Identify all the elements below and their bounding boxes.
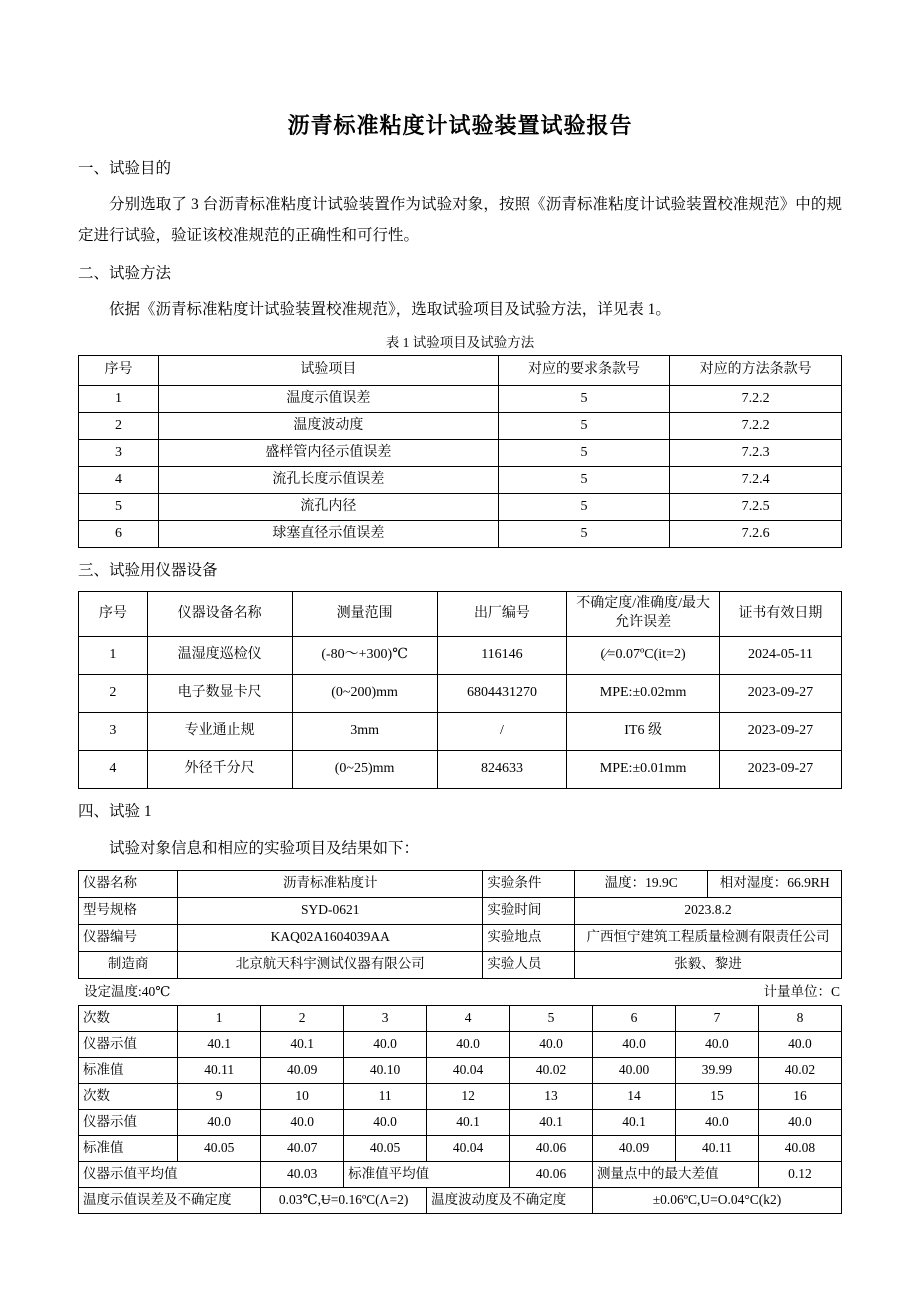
- table-cell: 7.2.5: [670, 494, 842, 521]
- table-cell: 40.1: [261, 1031, 344, 1057]
- table-cell: 1: [79, 386, 159, 413]
- column-header: 出厂编号: [437, 592, 567, 637]
- table-cell: 40.0: [676, 1031, 759, 1057]
- table-cell: 40.1: [178, 1031, 261, 1057]
- field-label-serial: 仪器编号: [79, 924, 178, 951]
- table-cell: 10: [261, 1083, 344, 1109]
- field-label-conditions: 实验条件: [483, 870, 575, 897]
- table-cell: 40.05: [178, 1135, 261, 1161]
- table-cell: 温度示值误差: [159, 386, 499, 413]
- table-row: [79, 751, 842, 789]
- table-cell: 盛样管内径示值误差: [159, 440, 499, 467]
- table-cell: 40.0: [427, 1031, 510, 1057]
- table-cell: 40.07: [261, 1135, 344, 1161]
- page-title: 沥青标准粘度计试验装置试验报告: [287, 113, 633, 138]
- section-heading-equipment: 三、试验用仪器设备: [78, 562, 218, 580]
- table-cell: (0~25)mm: [292, 751, 437, 789]
- table-cell: 40.04: [427, 1135, 510, 1161]
- table-cell: 专业通止规: [147, 713, 292, 751]
- table-cell: 3mm: [292, 713, 437, 751]
- table-cell: 40.0: [261, 1109, 344, 1135]
- table-equipment: [78, 591, 842, 789]
- table-row: [79, 467, 842, 494]
- table-items-body: [79, 386, 842, 548]
- table-row-summary: [79, 1161, 842, 1187]
- table-row: [79, 924, 842, 951]
- row-label: 标准值: [79, 1135, 178, 1161]
- table-cell: MPE:±0.02mm: [567, 675, 720, 713]
- field-value-test-date: 2023.8.2: [574, 897, 841, 924]
- table-cell: 40.02: [758, 1057, 841, 1083]
- table-cell: 40.0: [593, 1031, 676, 1057]
- table-cell: 3: [79, 440, 159, 467]
- table-cell: 40.1: [510, 1109, 593, 1135]
- table-cell: 5: [498, 386, 670, 413]
- section-body-purpose: 分别选取了 3 台沥青标准粘度计试验装置作为试验对象，按照《沥青标准粘度计试验装置校准规范》中的规定进行试验，验证该校准规范的正确性和可行性。: [78, 195, 842, 244]
- table-cell: 2: [261, 1005, 344, 1031]
- label-instrument-mean: 仪器示值平均值: [79, 1161, 261, 1187]
- table-cell: 11: [344, 1083, 427, 1109]
- table-cell: 3: [79, 713, 148, 751]
- field-value-instrument-name: 沥青标准粘度计: [178, 870, 483, 897]
- measurement-unit-label: 计量单位：C: [763, 983, 840, 999]
- table-cell: 40.09: [261, 1057, 344, 1083]
- table-row: [79, 1135, 842, 1161]
- table-cell: 40.11: [676, 1135, 759, 1161]
- column-header: 证书有效日期: [719, 592, 841, 637]
- table-cell: 7.2.2: [670, 413, 842, 440]
- value-instrument-mean: 40.03: [261, 1161, 344, 1187]
- table-measurement-data: [78, 1005, 842, 1214]
- table-cell: 40.0: [758, 1031, 841, 1057]
- table-equipment-body: [79, 637, 842, 789]
- table-row: [79, 1109, 842, 1135]
- table-instrument-info: [78, 870, 842, 979]
- table-cell: 40.09: [593, 1135, 676, 1161]
- table-cell: 2: [79, 675, 148, 713]
- row-label: 次数: [79, 1083, 178, 1109]
- label-max-difference: 测量点中的最大差值: [593, 1161, 759, 1187]
- table-row: [79, 951, 842, 978]
- table-row: [79, 897, 842, 924]
- table-cell: 5: [498, 521, 670, 548]
- table-cell: /: [437, 713, 567, 751]
- table-test-items: [78, 355, 842, 548]
- table-cell: 40.05: [344, 1135, 427, 1161]
- table-cell: 116146: [437, 637, 567, 675]
- value-temperature-error: 0.03℃,Ʉ=0.16ºC(Λ=2): [261, 1187, 427, 1213]
- table-cell: 16: [758, 1083, 841, 1109]
- table-cell: 40.1: [593, 1109, 676, 1135]
- table-cell: 40.00: [593, 1057, 676, 1083]
- table-cell: (⁄=0.07ºC(it=2): [567, 637, 720, 675]
- field-label-model: 型号规格: [79, 897, 178, 924]
- table-row: [79, 1083, 842, 1109]
- table-cell: 40.02: [510, 1057, 593, 1083]
- table-cell: 5: [510, 1005, 593, 1031]
- table-cell: 40.04: [427, 1057, 510, 1083]
- column-header: 试验项目: [159, 356, 499, 386]
- row-label: 仪器示值: [79, 1031, 178, 1057]
- table-row: [79, 675, 842, 713]
- table-cell: 7.2.6: [670, 521, 842, 548]
- table-cell: 5: [79, 494, 159, 521]
- table-row-header: [79, 356, 842, 386]
- table-cell: 6: [79, 521, 159, 548]
- table-cell: 39.99: [676, 1057, 759, 1083]
- table-row: [79, 1005, 842, 1031]
- table-row: [79, 1031, 842, 1057]
- table-cell: 40.06: [510, 1135, 593, 1161]
- table-cell: 7.2.2: [670, 386, 842, 413]
- column-header: 测量范围: [292, 592, 437, 637]
- table-cell: IT6 级: [567, 713, 720, 751]
- row-label: 次数: [79, 1005, 178, 1031]
- row-label: 仪器示值: [79, 1109, 178, 1135]
- table-cell: 7: [676, 1005, 759, 1031]
- row-label: 标准值: [79, 1057, 178, 1083]
- field-label-personnel: 实验人员: [483, 951, 575, 978]
- table-items-caption: 表 1 试验项目及试验方法: [385, 335, 535, 351]
- table-cell: 7.2.4: [670, 467, 842, 494]
- table-row: [79, 521, 842, 548]
- table-cell: 2: [79, 413, 159, 440]
- table-cell: 5: [498, 494, 670, 521]
- table-cell: 40.0: [178, 1109, 261, 1135]
- table-measurement-body: [79, 1005, 842, 1161]
- table-cell: 5: [498, 413, 670, 440]
- table-cell: 4: [79, 751, 148, 789]
- field-value-personnel: 张毅、黎进: [574, 951, 841, 978]
- table-row: [79, 713, 842, 751]
- table-row: [79, 413, 842, 440]
- table-cell: 40.0: [344, 1031, 427, 1057]
- field-value-temperature: 温度：19.9C: [574, 870, 708, 897]
- field-value-location: 广西恒宁建筑工程质量检测有限责任公司: [574, 924, 841, 951]
- table-row: [79, 1057, 842, 1083]
- table-cell: 2023-09-27: [719, 713, 841, 751]
- label-standard-mean: 标准值平均值: [344, 1161, 510, 1187]
- set-temperature-label: 设定温度:40℃: [84, 983, 171, 999]
- table-cell: (0~200)mm: [292, 675, 437, 713]
- table-cell: 15: [676, 1083, 759, 1109]
- field-label-location: 实验地点: [483, 924, 575, 951]
- field-value-model: SYD-0621: [178, 897, 483, 924]
- table-row-header: [79, 592, 842, 637]
- table-cell: 流孔内径: [159, 494, 499, 521]
- table-cell: 40.10: [344, 1057, 427, 1083]
- table-row: [79, 637, 842, 675]
- column-header: 不确定度/准确度/最大允许误差: [567, 592, 720, 637]
- table-cell: 1: [178, 1005, 261, 1031]
- section-body-method: 依据《沥青标准粘度计试验装置校准规范》，选取试验项目及试验方法，详见表 1。: [109, 301, 671, 319]
- field-value-humidity: 相对湿度：66.9RH: [708, 870, 842, 897]
- table-cell: 8: [758, 1005, 841, 1031]
- table-cell: 球塞直径示值误差: [159, 521, 499, 548]
- table-cell: 13: [510, 1083, 593, 1109]
- table-cell: 2023-09-27: [719, 675, 841, 713]
- value-max-difference: 0.12: [758, 1161, 841, 1187]
- table-cell: 40.0: [758, 1109, 841, 1135]
- field-label-manufacturer: 制造商: [79, 951, 178, 978]
- table-cell: 14: [593, 1083, 676, 1109]
- section-body-trial: 试验对象信息和相应的实验项目及结果如下：: [109, 839, 420, 857]
- section-heading-method: 二、试验方法: [78, 264, 172, 282]
- column-header: 序号: [79, 356, 159, 386]
- table-cell: 40.11: [178, 1057, 261, 1083]
- table-cell: 12: [427, 1083, 510, 1109]
- table-cell: (-80～+300)℃: [292, 637, 437, 675]
- table-cell: 40.0: [344, 1109, 427, 1135]
- table-cell: 6: [593, 1005, 676, 1031]
- field-value-manufacturer: 北京航天科宇测试仪器有限公司: [178, 951, 483, 978]
- table-cell: 4: [427, 1005, 510, 1031]
- table-cell: 824633: [437, 751, 567, 789]
- table-cell: 40.08: [758, 1135, 841, 1161]
- table-cell: 电子数显卡尺: [147, 675, 292, 713]
- table-cell: 外径千分尺: [147, 751, 292, 789]
- table-cell: 5: [498, 467, 670, 494]
- table-cell: 3: [344, 1005, 427, 1031]
- value-temperature-fluctuation: ±0.06ºC,U=O.04°C(k2): [593, 1187, 842, 1213]
- table-cell: 2023-09-27: [719, 751, 841, 789]
- table-cell: 温湿度巡检仪: [147, 637, 292, 675]
- value-standard-mean: 40.06: [510, 1161, 593, 1187]
- table-cell: 1: [79, 637, 148, 675]
- table-cell: 40.0: [510, 1031, 593, 1057]
- label-temperature-fluctuation: 温度波动度及不确定度: [427, 1187, 593, 1213]
- label-temperature-error: 温度示值误差及不确定度: [79, 1187, 261, 1213]
- column-header: 对应的要求条款号: [498, 356, 670, 386]
- table-row: [79, 494, 842, 521]
- column-header: 对应的方法条款号: [670, 356, 842, 386]
- table-cell: 6804431270: [437, 675, 567, 713]
- measurement-strip: [78, 979, 842, 1005]
- table-cell: MPE:±0.01mm: [567, 751, 720, 789]
- table-cell: 7.2.3: [670, 440, 842, 467]
- table-cell: 2024-05-11: [719, 637, 841, 675]
- table-row-summary: [79, 1187, 842, 1213]
- table-row: [79, 440, 842, 467]
- column-header: 序号: [79, 592, 148, 637]
- field-label-test-date: 实验时间: [483, 897, 575, 924]
- column-header: 仪器设备名称: [147, 592, 292, 637]
- table-row: [79, 386, 842, 413]
- table-cell: 温度波动度: [159, 413, 499, 440]
- table-cell: 40.0: [676, 1109, 759, 1135]
- table-cell: 40.1: [427, 1109, 510, 1135]
- table-cell: 9: [178, 1083, 261, 1109]
- table-cell: 5: [498, 440, 670, 467]
- table-measurement-summary: [79, 1161, 842, 1213]
- table-cell: 流孔长度示值误差: [159, 467, 499, 494]
- table-row: [79, 870, 842, 897]
- section-heading-trial: 四、试验 1: [78, 803, 152, 821]
- table-cell: 4: [79, 467, 159, 494]
- section-heading-purpose: 一、试验目的: [78, 159, 172, 177]
- field-value-serial: KAQ02A1604039AA: [178, 924, 483, 951]
- field-label-instrument-name: 仪器名称: [79, 870, 178, 897]
